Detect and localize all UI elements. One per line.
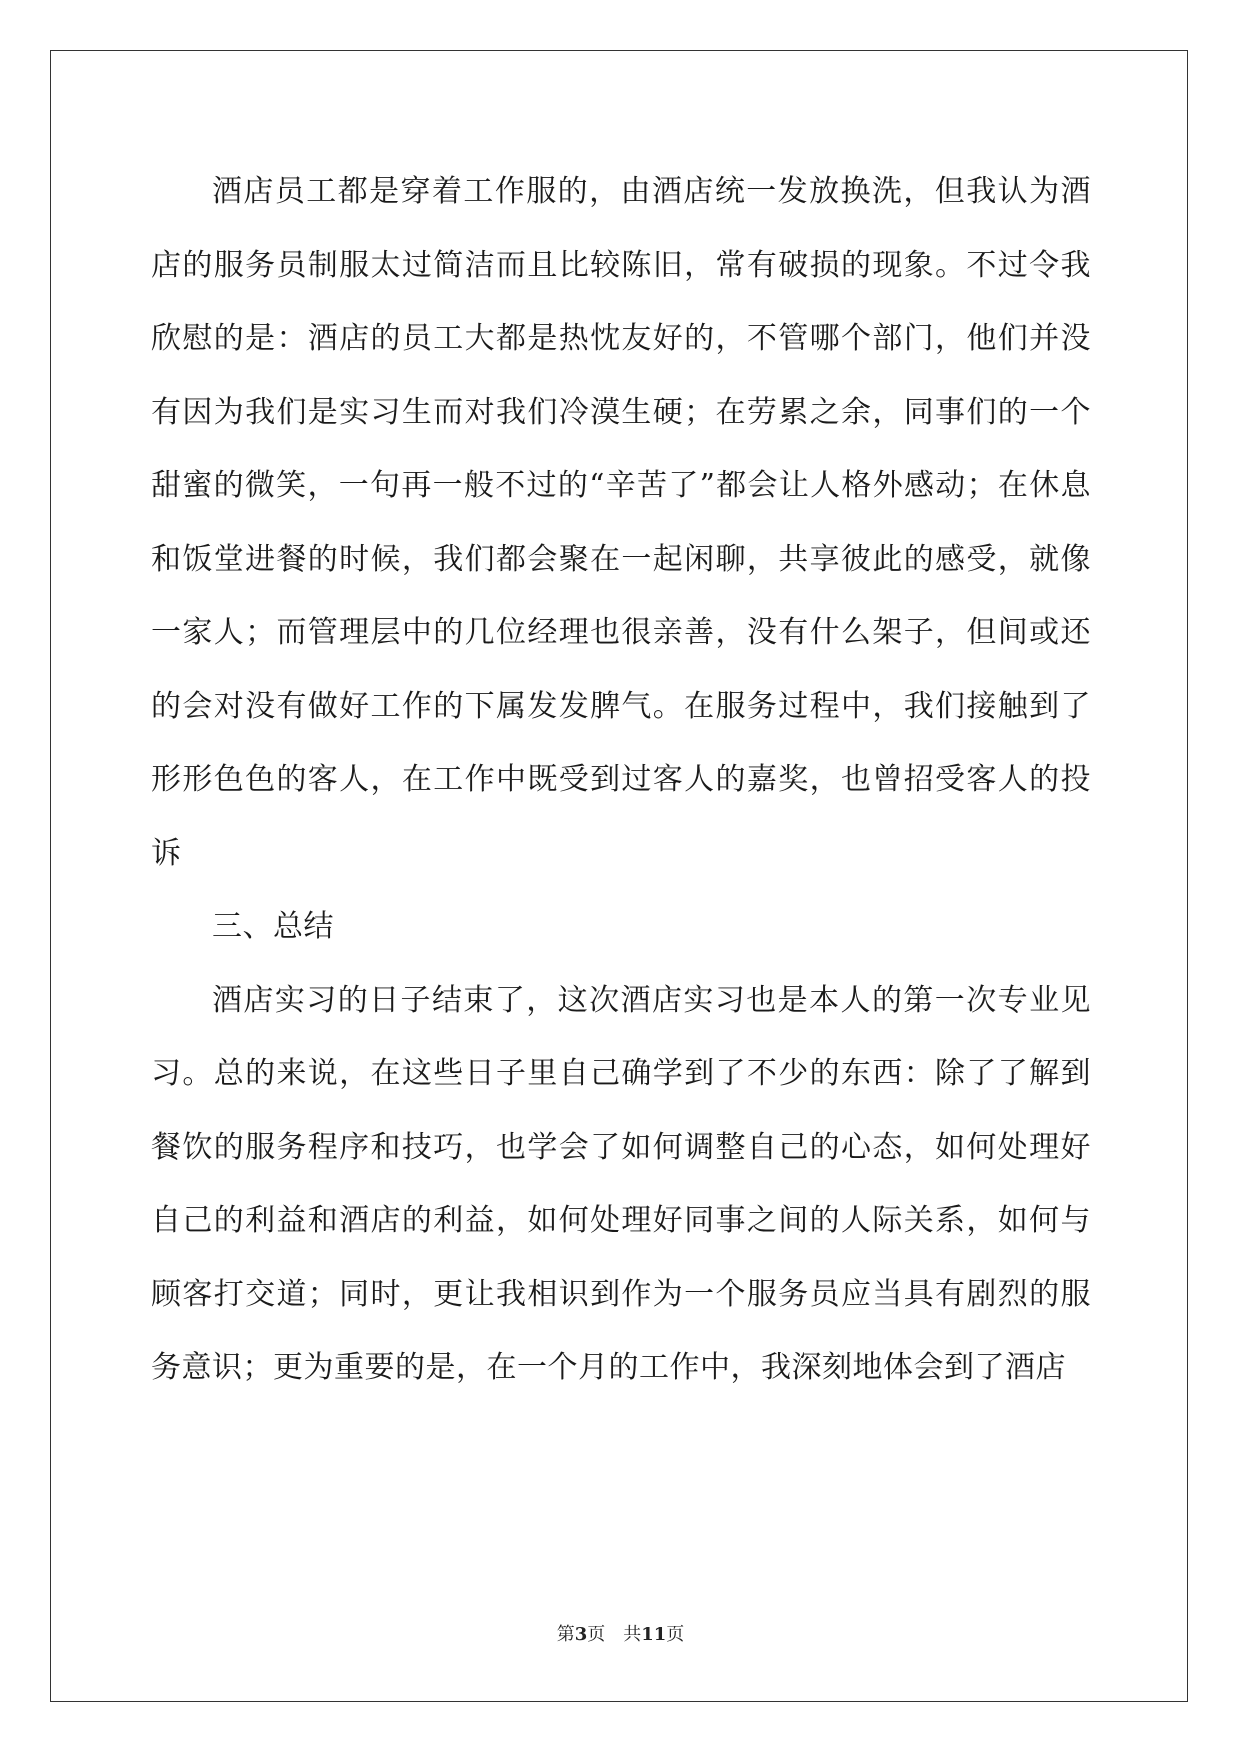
section-heading-summary: 三、总结 xyxy=(212,909,334,944)
total-suffix: 页 xyxy=(666,1624,685,1645)
page-prefix: 第 xyxy=(556,1624,575,1645)
paragraph-staff-experience: 酒店员工都是穿着工作服的，由酒店统一发放换洗，但我认为酒店的服务员制服太过简洁而且比较陈旧，常有破损的现象。不过令我欣慰的是：酒店的员工大都是热忱友好的，不管哪个部门，他们并没有因为我们是实习生而对我们冷漠生硬；在劳累之余，同事们的一个甜蜜的微笑，一句再一般不过的“辛苦了”都会让人格外感动；在休息和饭堂进餐的时候，我们都会聚在一起闲聊，共享彼此的感受，就像一家人；而管理层中的几位经理也很亲善，没有什么架子，但间或还的会对没有做好工作的下属发发脾气。在服务过程中，我们接触到了形形色色的客人，在工作中既受到过客人的嘉奖，也曾招受客人的投诉 xyxy=(151,174,1091,871)
page-footer xyxy=(0,1620,1241,1646)
document-body xyxy=(151,155,1091,1405)
page-number: 3 xyxy=(574,1624,588,1645)
page-suffix: 页 xyxy=(587,1624,606,1645)
total-prefix: 共 xyxy=(623,1624,642,1645)
paragraph-summary: 酒店实习的日子结束了，这次酒店实习也是本人的第一次专业见习。总的来说，在这些日子里自己确学到了不少的东西：除了了解到餐饮的服务程序和技巧，也学会了如何调整自己的心态，如何处理好自己的利益和酒店的利益，如何处理好同事之间的人际关系，如何与顾客打交道；同时，更让我相识到作为一个服务员应当具有剧烈的服务意识；更为重要的是，在一个月的工作中，我深刻地体会到了酒店 xyxy=(151,982,1091,1385)
total-pages: 11 xyxy=(641,1624,667,1645)
